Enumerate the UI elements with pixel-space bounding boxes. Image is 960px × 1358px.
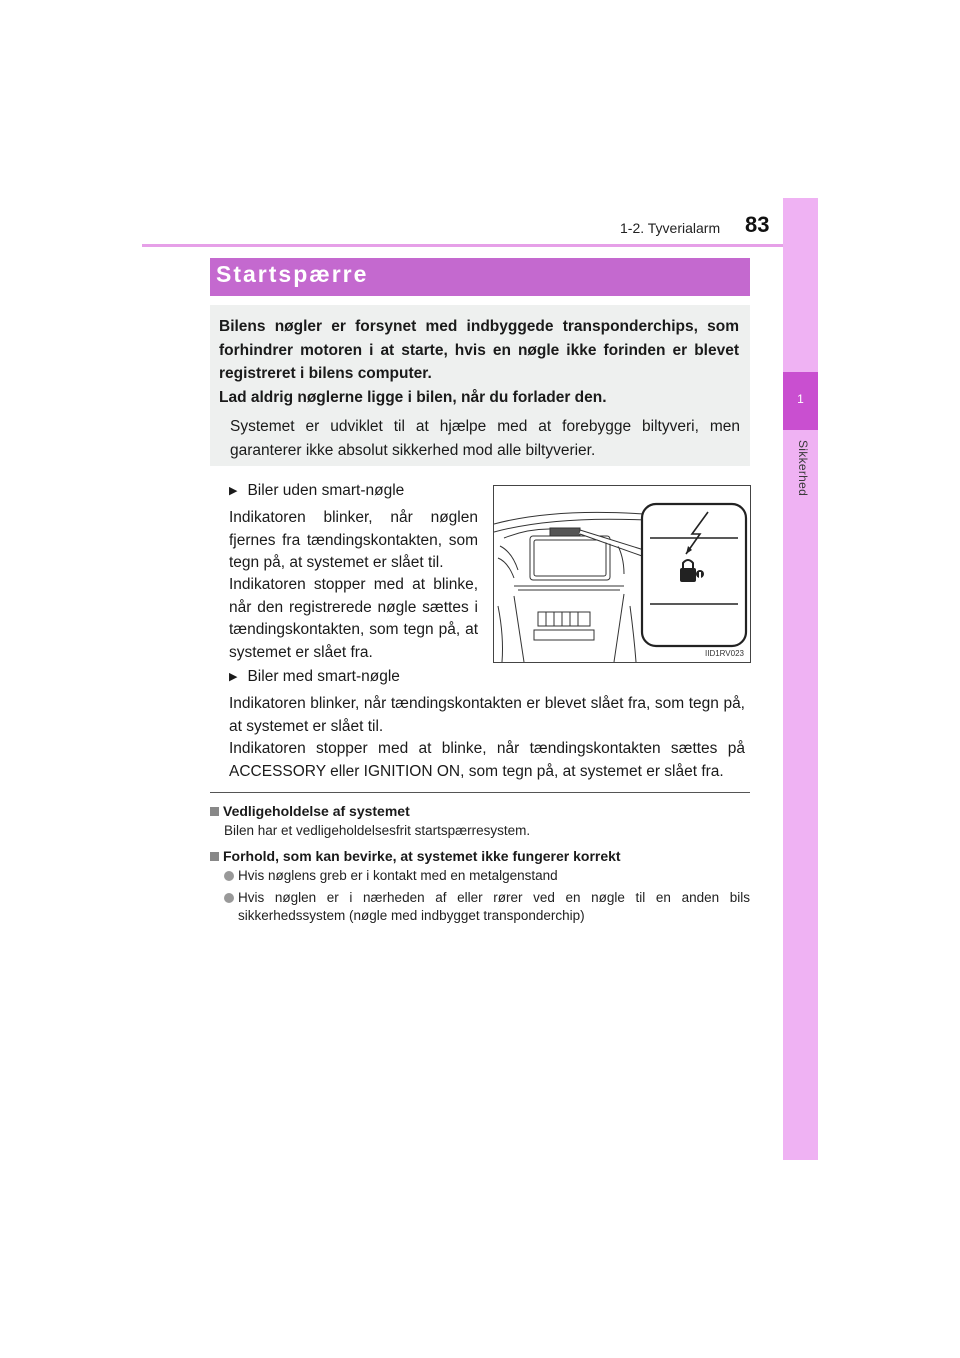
intro-note: Systemet er udviklet til at hjælpe med at forebygge biltyveri, men garanterer ikke absolut sikkerhed mod alle biltyverier. [230, 418, 740, 459]
note-heading-text: Forhold, som kan bevirke, at systemet ikke fungerer korrekt [223, 848, 621, 864]
paragraph: Indikatoren stopper med at blinke, når tændingskontakten sættes på ACCESSORY eller IGNITION ON, som tegn på, at systemet er slået fra. [229, 740, 745, 780]
circle-bullet-icon [224, 893, 234, 903]
intro-warning: Lad aldrig nøglerne ligge i bilen, når du forlader den. [219, 389, 607, 406]
section-title: 1-2. Tyverialarm [620, 220, 721, 236]
dashboard-illustration [493, 485, 751, 663]
square-bullet-icon [210, 852, 219, 861]
list-item [224, 889, 750, 925]
figure-caption: IID1RV023 [705, 649, 744, 658]
paragraph: Indikatoren stopper med at blinke, når den registrerede nøgle sættes i tændingskontakten, som tegn på, at systemet er slået fra. [229, 576, 478, 661]
notes-divider [210, 792, 750, 793]
subsection-heading-text: Biler med smart-nøgle [247, 668, 400, 685]
intro-bold-paragraph: Bilens nøgler er forsynet med indbyggede transponderchips, som forhindrer motoren i at starte, hvis en nøgle ikke forinden er blevet registreret i bilens computer. [219, 318, 739, 382]
list-item [224, 867, 750, 885]
note-heading [210, 803, 410, 819]
title-bar [210, 258, 750, 296]
list-item-text: Hvis nøglen er i nærheden af eller rører ved en nøgle til en anden bils sikkerhedssystem (nøgle med indbygget transponderchip) [238, 890, 750, 923]
subsection-heading-no-smart-key [229, 482, 404, 500]
paragraph: Indikatoren blinker, når nøglen fjernes fra tændingskontakten, som tegn på, at systemet er slået til. [229, 509, 478, 571]
note-heading-text: Vedligeholdelse af systemet [223, 803, 410, 819]
circle-bullet-icon [224, 871, 234, 881]
chapter-label: Sikkerhed [796, 440, 810, 497]
chapter-number: 1 [797, 392, 804, 406]
list-item-text: Hvis nøglens greb er i kontakt med en metalgenstand [238, 868, 558, 883]
chapter-side-tab [783, 198, 818, 1160]
square-bullet-icon [210, 807, 219, 816]
note-text: Bilen har et vedligeholdelsesfrit startspærresystem. [224, 823, 531, 838]
subsection-heading-smart-key [229, 668, 400, 686]
page-heading: Startspærre [216, 261, 369, 287]
header-divider [142, 244, 818, 247]
note-heading [210, 848, 621, 864]
subsection-heading-text: Biler uden smart-nøgle [247, 482, 405, 499]
triangle-bullet-icon: ▶ [229, 671, 238, 683]
triangle-bullet-icon: ▶ [229, 485, 238, 497]
intro-box [210, 305, 750, 466]
dashboard-line-drawing [494, 486, 750, 662]
page-number: 83 [745, 212, 770, 237]
paragraph: Indikatoren blinker, når tændingskontakten er blevet slået fra, som tegn på, at systemet er slået til. [229, 695, 745, 735]
